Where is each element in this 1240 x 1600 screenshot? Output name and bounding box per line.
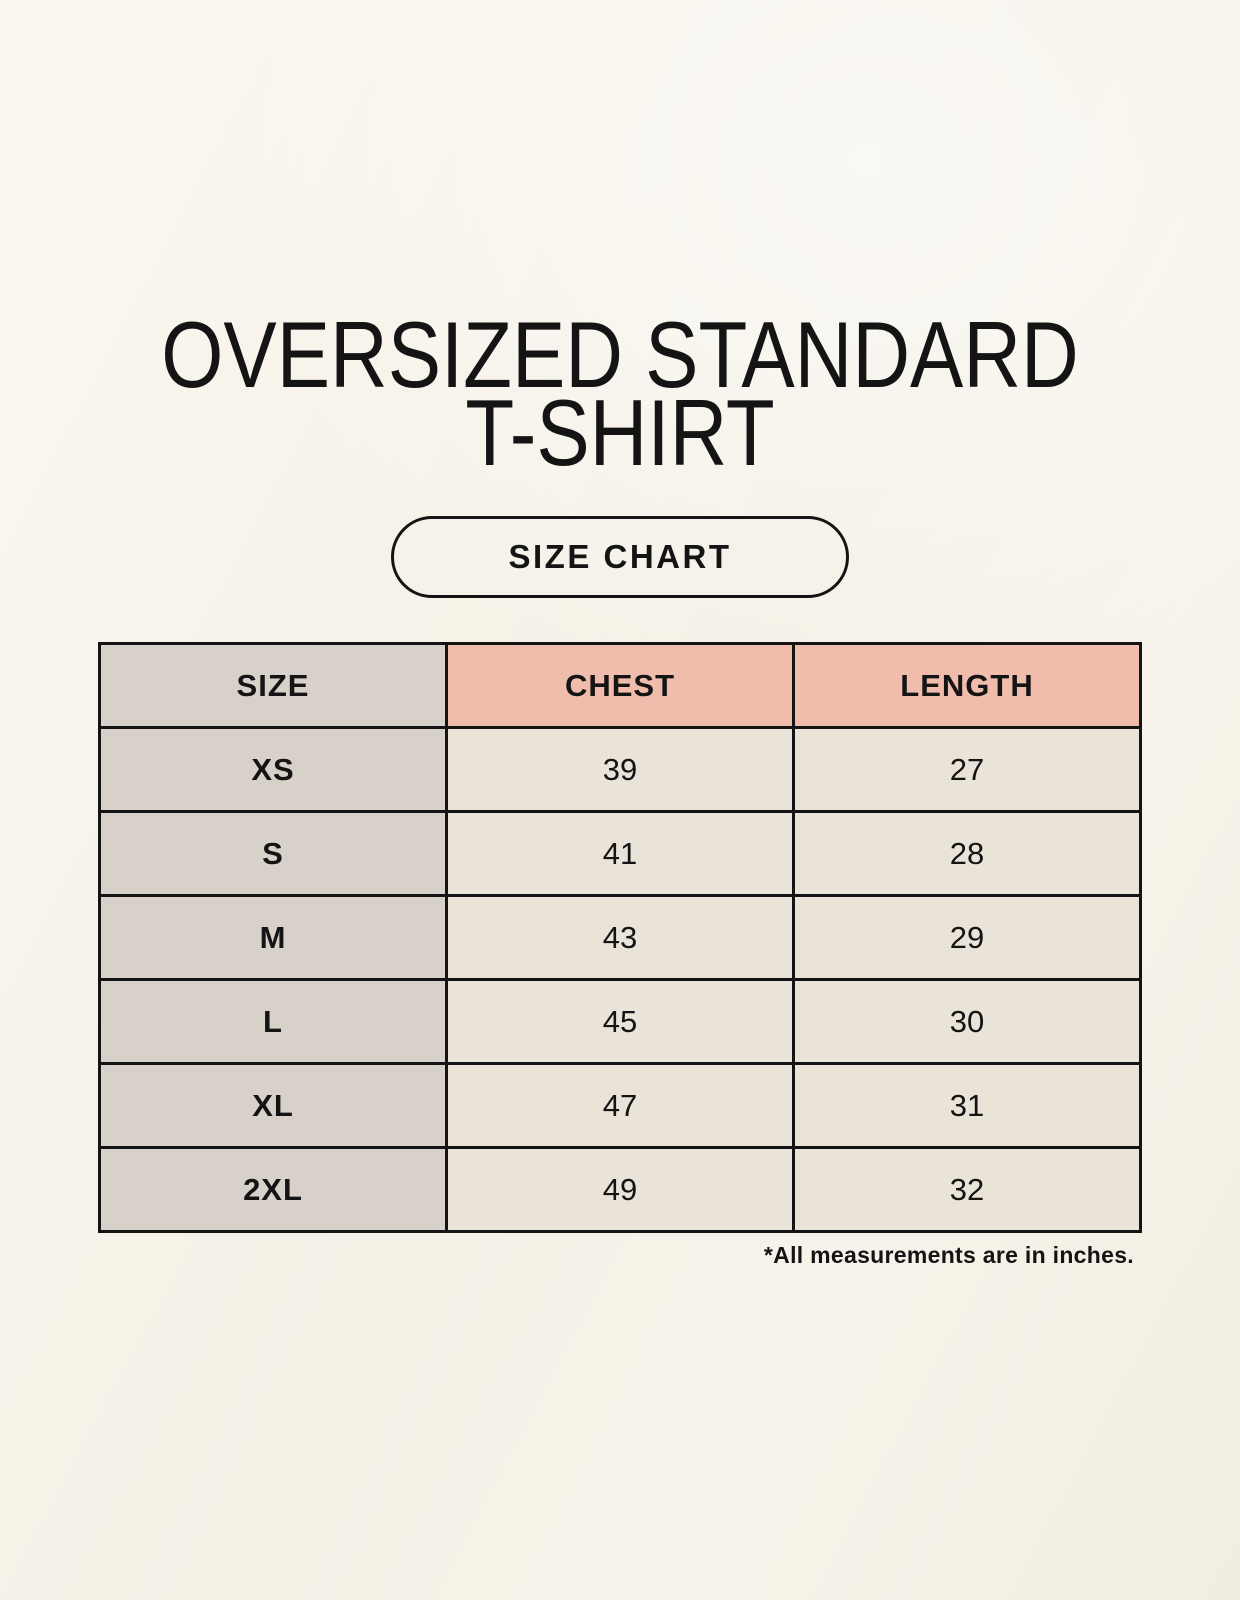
length-cell: 27: [794, 728, 1141, 812]
column-header-size: SIZE: [100, 644, 447, 728]
length-cell: 29: [794, 896, 1141, 980]
length-cell: 28: [794, 812, 1141, 896]
table-row: [100, 980, 1141, 1064]
page-title-line-2: T-SHIRT: [465, 380, 775, 486]
column-header-length: LENGTH: [794, 644, 1141, 728]
header-row: [100, 644, 1141, 728]
size-chart-table-body: [100, 728, 1141, 1232]
measurements-footnote: *All measurements are in inches.: [763, 1242, 1134, 1269]
table-row: [100, 896, 1141, 980]
chest-cell: 49: [447, 1148, 794, 1232]
size-cell: 2XL: [100, 1148, 447, 1232]
chest-cell: 47: [447, 1064, 794, 1148]
chest-cell: 41: [447, 812, 794, 896]
page-title-line-1: OVERSIZED STANDARD: [161, 302, 1079, 407]
table-row: [100, 1064, 1141, 1148]
length-cell: 30: [794, 980, 1141, 1064]
chest-cell: 45: [447, 980, 794, 1064]
size-cell: M: [100, 896, 447, 980]
table-row: [100, 812, 1141, 896]
size-cell: XL: [100, 1064, 447, 1148]
column-header-chest: CHEST: [447, 644, 794, 728]
size-chart-table: [98, 642, 1142, 1233]
length-cell: 32: [794, 1148, 1141, 1232]
length-cell: 31: [794, 1064, 1141, 1148]
size-chart-badge-label: SIZE CHART: [508, 538, 732, 576]
table-row: [100, 1148, 1141, 1232]
page-title: [93, 302, 1147, 486]
chest-cell: 43: [447, 896, 794, 980]
chest-cell: 39: [447, 728, 794, 812]
size-chart-table-header: [100, 644, 1141, 728]
size-cell: L: [100, 980, 447, 1064]
size-cell: XS: [100, 728, 447, 812]
table-row: [100, 728, 1141, 812]
size-cell: S: [100, 812, 447, 896]
size-chart-badge: [391, 516, 849, 598]
